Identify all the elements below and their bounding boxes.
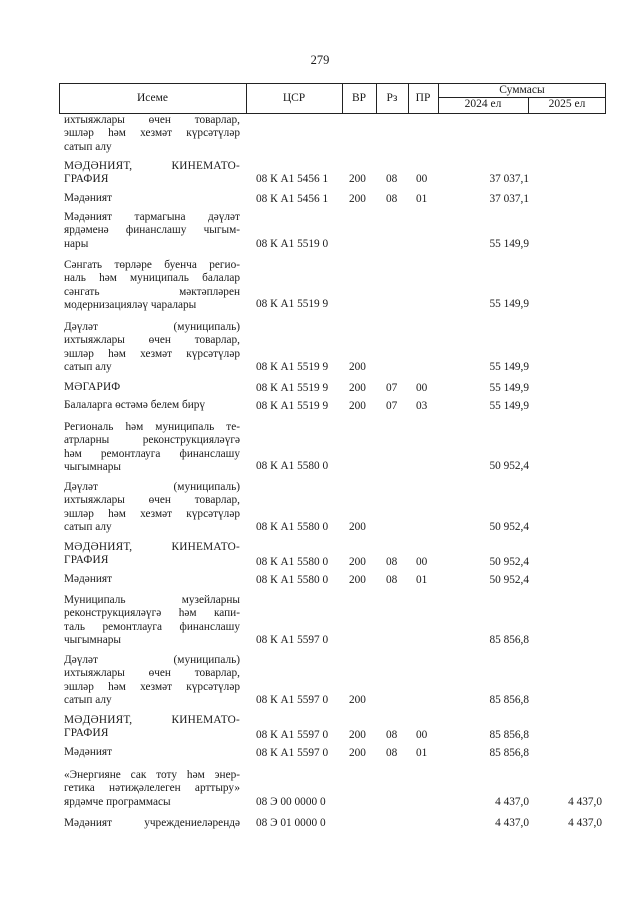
row-rz: 08	[386, 172, 398, 185]
row-vr: 200	[349, 746, 366, 759]
table-row	[0, 421, 640, 477]
table-row	[0, 746, 640, 763]
page-number: 279	[310, 53, 330, 67]
row-csr: 08 Э 01 0000 0	[256, 817, 326, 829]
row-csr: 08 К А1 5580 0	[256, 459, 329, 472]
row-csr: 08 К А1 5519 0	[256, 237, 329, 250]
row-sum-2024: 50 952,4	[489, 555, 529, 568]
row-csr: 08 Э 00 0000 0	[256, 795, 326, 808]
row-pr: 00	[416, 381, 428, 394]
row-vr: 200	[349, 693, 366, 706]
row-csr: 08 К А1 5456 1	[256, 172, 329, 185]
row-sum-2024: 55 149,9	[489, 297, 529, 310]
row-pr: 00	[416, 172, 428, 185]
table-row	[0, 211, 640, 255]
row-rz: 08	[386, 555, 398, 568]
table-row	[0, 481, 640, 537]
header-vr: ВР	[351, 92, 367, 104]
header-sums: Суммасы	[499, 84, 545, 96]
row-name: МӘДӘНИЯТ, КИНЕМАТО- ГРАФИЯ	[64, 714, 240, 740]
row-sum-2024: 85 856,8	[489, 633, 529, 646]
row-name: Дәүләт (муниципаль) ихтыяжлары өчен товарлар, эшләр һәм хезмәт күрсәтүләр сатып алу	[64, 321, 240, 373]
row-pr: 03	[416, 399, 428, 412]
row-sum-2024: 55 149,9	[489, 237, 529, 250]
row-vr: 200	[349, 555, 366, 568]
row-sum-2024: 85 856,8	[489, 728, 529, 741]
row-name: Региональ һәм муниципаль те- атрларны реконструкцияләүгә һәм ремонтлауга финанслашу чыгымнары	[64, 421, 240, 473]
row-csr: 08 К А1 5519 9	[256, 381, 329, 394]
row-csr: 08 К А1 5597 0	[256, 728, 329, 741]
row-csr: 08 К А1 5519 9	[256, 297, 329, 310]
row-name: Мәдәният учреждениеләрендә	[64, 817, 240, 829]
row-sum-2024: 50 952,4	[489, 459, 529, 472]
row-rz: 08	[386, 746, 398, 759]
row-csr: 08 К А1 5519 9	[256, 360, 329, 373]
row-csr: 08 К А1 5597 0	[256, 693, 329, 706]
row-sum-2024: 37 037,1	[489, 192, 529, 205]
table-row	[0, 160, 640, 192]
row-csr: 08 К А1 5597 0	[256, 746, 329, 759]
header-year-2025: 2025 ел	[548, 98, 586, 110]
row-rz: 07	[386, 381, 398, 394]
row-name: МӘГАРИФ	[64, 381, 121, 393]
row-sum-2024: 50 952,4	[489, 520, 529, 533]
row-name: МӘДӘНИЯТ, КИНЕМАТО- ГРАФИЯ	[64, 160, 240, 186]
row-name: Балаларга өстәмә белем бирү	[64, 399, 206, 411]
row-sum-2024: 37 037,1	[489, 172, 529, 185]
row-rz: 08	[386, 573, 398, 586]
row-sum-2024: 4 437,0	[495, 795, 529, 808]
table-row	[0, 594, 640, 650]
row-name: «Энергияне сак тоту һәм энер- гетика нәтиҗәлелеген арттыру» ярдәмче программасы	[64, 769, 240, 808]
row-csr: 08 К А1 5456 1	[256, 192, 329, 205]
header-pr: ПР	[415, 92, 431, 104]
row-name: Мәдәният	[64, 192, 113, 204]
row-vr: 200	[349, 172, 366, 185]
row-pr: 00	[416, 555, 428, 568]
row-sum-2024: 55 149,9	[489, 381, 529, 394]
row-name: Мәдәният	[64, 746, 113, 758]
header-name: Исеме	[136, 92, 169, 104]
row-rz: 07	[386, 399, 398, 412]
row-csr: 08 К А1 5597 0	[256, 633, 329, 646]
table-row	[0, 114, 640, 156]
row-pr: 01	[416, 746, 428, 759]
header-rz: Рз	[386, 92, 398, 104]
table-row	[0, 817, 640, 835]
row-rz: 08	[386, 192, 398, 205]
row-csr: 08 К А1 5519 9	[256, 399, 329, 412]
row-rz: 08	[386, 728, 398, 741]
row-vr: 200	[349, 728, 366, 741]
header-csr: ЦСР	[282, 92, 306, 104]
row-vr: 200	[349, 520, 366, 533]
row-vr: 200	[349, 573, 366, 586]
row-name: ихтыяжлары өчен товарлар, эшләр һәм хезмәт күрсәтүләр сатып алу	[64, 114, 240, 153]
table-row	[0, 381, 640, 399]
table-row	[0, 321, 640, 377]
row-name: Мәдәният тармагына дәүләт ярдәменә финанслашу чыгым- нары	[64, 211, 240, 250]
row-sum-2024: 4 437,0	[495, 817, 529, 829]
table-row	[0, 541, 640, 573]
row-csr: 08 К А1 5580 0	[256, 520, 329, 533]
row-sum-2024: 55 149,9	[489, 360, 529, 373]
row-name: Муниципаль музейларны реконструкцияләүгә һәм капи- таль ремонтлауга финанслашу чыгымнары	[64, 594, 240, 646]
row-pr: 01	[416, 192, 428, 205]
row-name: Дәүләт (муниципаль) ихтыяжлары өчен товарлар, эшләр һәм хезмәт күрсәтүләр сатып алу	[64, 481, 240, 533]
row-name: МӘДӘНИЯТ, КИНЕМАТО- ГРАФИЯ	[64, 541, 240, 567]
row-pr: 00	[416, 728, 428, 741]
table-row	[0, 714, 640, 746]
table-row	[0, 573, 640, 590]
row-pr: 01	[416, 573, 428, 586]
row-sum-2024: 85 856,8	[489, 693, 529, 706]
table-body	[0, 114, 640, 835]
row-name: Мәдәният	[64, 573, 113, 585]
table-row	[0, 192, 640, 209]
table-row	[0, 769, 640, 813]
row-sum-2024: 55 149,9	[489, 399, 529, 412]
row-sum-2025: 4 437,0	[568, 795, 602, 808]
table-row	[0, 259, 640, 317]
row-sum-2024: 85 856,8	[489, 746, 529, 759]
row-name: Сәнгать төрләре буенча регио- наль һәм муниципаль балалар сәнгать мәктәпләрен модернизацияләү чаралары	[64, 259, 240, 311]
row-sum-2024: 50 952,4	[489, 573, 529, 586]
row-vr: 200	[349, 360, 366, 373]
row-vr: 200	[349, 381, 366, 394]
row-vr: 200	[349, 192, 366, 205]
row-sum-2025: 4 437,0	[568, 817, 602, 829]
row-csr: 08 К А1 5580 0	[256, 555, 329, 568]
table-row	[0, 399, 640, 417]
row-csr: 08 К А1 5580 0	[256, 573, 329, 586]
row-name: Дәүләт (муниципаль) ихтыяжлары өчен товарлар, эшләр һәм хезмәт күрсәтүләр сатып алу	[64, 654, 240, 706]
row-vr: 200	[349, 399, 366, 412]
table-row	[0, 654, 640, 710]
header-year-2024: 2024 ел	[464, 98, 502, 110]
